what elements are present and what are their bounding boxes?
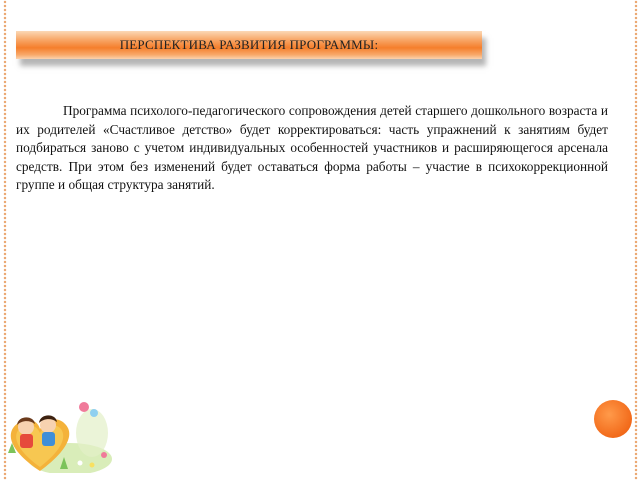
right-dotted-border bbox=[634, 0, 638, 480]
children-on-heart-illustration bbox=[0, 393, 112, 473]
title-banner bbox=[16, 31, 482, 59]
slide-title: ПЕРСПЕКТИВА РАЗВИТИЯ ПРОГРАММЫ: bbox=[119, 37, 379, 52]
orange-circle bbox=[594, 400, 632, 438]
body-paragraph: Программа психолого-педагогического сопровождения детей старшего дошкольного возраста и их родителей «Счастливое детство» будет корректироваться: часть упражнений к занятиям будет подбираться заново с учетом индивидуальных особенностей участников и расширяющегося арсенала средств. При этом без изменений будет оставаться форма работы – участие в психокоррекционной группе и общая структура занятий. bbox=[16, 103, 608, 193]
